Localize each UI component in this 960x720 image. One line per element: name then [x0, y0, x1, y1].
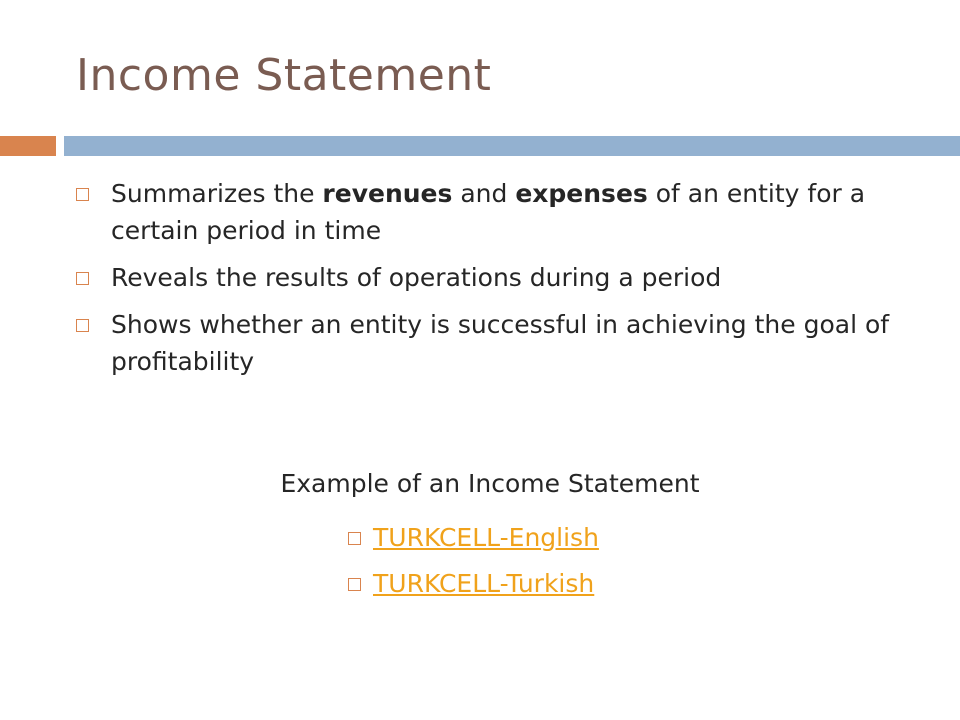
square-bullet-icon	[76, 272, 89, 285]
square-bullet-icon	[348, 532, 361, 545]
link-item	[348, 565, 599, 602]
bullet-item	[76, 259, 896, 296]
bullet-list	[76, 175, 896, 390]
slide-title: Income Statement	[76, 50, 492, 101]
bullet-item	[76, 306, 896, 380]
bullet-text: Reveals the results of operations during a period	[111, 263, 722, 292]
accent-bar-blue	[64, 136, 960, 156]
accent-bar-orange	[0, 136, 56, 156]
example-links	[348, 519, 599, 611]
bullet-text: Summarizes the revenues and expenses of an entity for a certain period in time	[111, 179, 866, 245]
square-bullet-icon	[348, 578, 361, 591]
example-heading: Example of an Income Statement	[280, 469, 700, 498]
link-turkcell-turkish[interactable]: TURKCELL-Turkish	[373, 569, 595, 598]
bullet-text: Shows whether an entity is successful in achieving the goal of profitability	[111, 310, 890, 376]
square-bullet-icon	[76, 319, 89, 332]
link-item	[348, 519, 599, 556]
link-turkcell-english[interactable]: TURKCELL-English	[373, 523, 599, 552]
bullet-item	[76, 175, 896, 249]
square-bullet-icon	[76, 188, 89, 201]
